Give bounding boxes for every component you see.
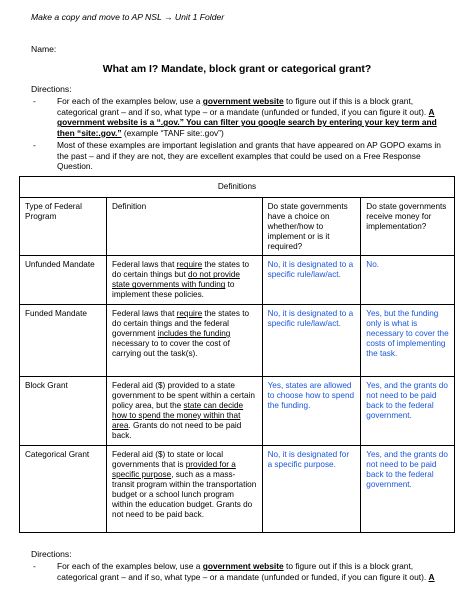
column-header: Do state governments receive money for implementation? (361, 197, 455, 256)
definition-cell: Federal aid ($) provided to a state government to be spent within a certain policy area, but the state can decide how to spend the money within that area. Grants do not need to be paid back. (107, 377, 263, 446)
bullet-dash: - (33, 561, 36, 571)
table-row (20, 377, 455, 446)
choice-cell: Yes, states are allowed to choose how to spend the funding. (262, 377, 361, 446)
program-type-cell: Block Grant (20, 377, 107, 446)
definition-cell: Federal aid ($) to state or local governments that is provided for a specific purpose, such as a mass-transit program within the transportation budget or a school lunch program within the education budget. Grants do not need to be paid back. (107, 446, 263, 533)
column-header: Type of Federal Program (20, 197, 107, 256)
table-row (20, 446, 455, 533)
bullet-dash: - (33, 140, 36, 150)
program-type-cell: Categorical Grant (20, 446, 107, 533)
table-caption-row (20, 177, 455, 198)
bullet-text: Most of these examples are important legislation and grants that have appeared on AP GOPO exams in the past – and if they are not, they are excellent examples that could be used on a Free Response Question. (57, 140, 441, 172)
money-cell: Yes, but the funding only is what is necessary to cover the costs of implementing the task. (361, 305, 455, 377)
bullet-text: For each of the examples below, use a government website to figure out if this is a block grant, categorical grant – and if so, what type – or a mandate (unfunded or funded, if you can figure it out). A government website is a “.gov.” You can filter you google search by entering your key term and then “site:.gov.” (example “TANF site:.gov”) (57, 96, 437, 138)
bullet-text: For each of the examples below, use a government website to figure out if this is a block grant, categorical grant – and if so, what type – or a mandate (unfunded or funded, if you can figure it out). A (57, 561, 435, 582)
column-header: Definition (107, 197, 263, 256)
money-cell: Yes, and the grants do not need to be paid back to the federal government. (361, 377, 455, 446)
directions-label: Directions: (31, 84, 72, 94)
definitions-table (19, 176, 455, 533)
definition-cell: Federal laws that require the states to do certain things and the federal government includes the funding necessary to to cover the cost of carrying out the task(s). (107, 305, 263, 377)
table-header-row (20, 197, 455, 256)
government-website-emphasis: government website (202, 96, 284, 106)
copy-instruction: Make a copy and move to AP NSL → Unit 1 Folder (31, 12, 225, 22)
table-row (20, 256, 455, 305)
money-cell: Yes, and the grants do not need to be paid back to the federal government. (361, 446, 455, 533)
table-caption: Definitions (20, 177, 455, 198)
page-title: What am I? Mandate, block grant or categorical grant? (102, 64, 372, 75)
program-type-cell: Funded Mandate (20, 305, 107, 377)
program-type-cell: Unfunded Mandate (20, 256, 107, 305)
money-cell: No. (361, 256, 455, 305)
column-header: Do state governments have a choice on whether/how to implement or is it required? (262, 197, 361, 256)
definition-cell: Federal laws that require the states to do certain things but do not provide state governments with funding to implement these policies. (107, 256, 263, 305)
name-label: Name: (31, 44, 57, 54)
choice-cell: No, it is designated to a specific rule/law/act. (262, 305, 361, 377)
gov-search-tip: A government website is a “.gov.” You can filter you google search by entering your key term and then “site:.gov.” (57, 106, 437, 138)
directions-label-2: Directions: (31, 549, 72, 559)
government-website-emphasis: government website (202, 561, 284, 571)
choice-cell: No, it is designated for a specific purpose. (262, 446, 361, 533)
choice-cell: No, it is designated to a specific rule/law/act. (262, 256, 361, 305)
bullet-dash: - (33, 96, 36, 106)
table-row (20, 305, 455, 377)
